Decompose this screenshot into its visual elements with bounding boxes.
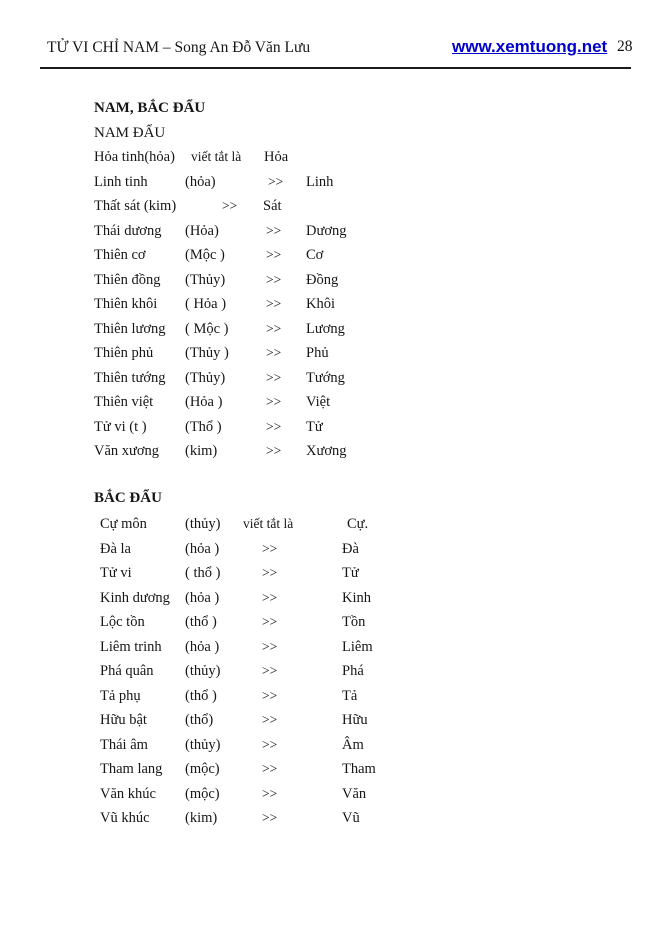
abbrev-marker: >> bbox=[262, 785, 278, 801]
star-row bbox=[0, 415, 669, 440]
abbrev-marker: >> bbox=[266, 369, 282, 385]
star-abbrev: Lương bbox=[306, 320, 345, 337]
star-abbrev: Phủ bbox=[306, 345, 329, 361]
star-row bbox=[0, 586, 669, 611]
abbrev-marker: viết tắt là bbox=[243, 516, 294, 531]
star-element: (Hỏa ) bbox=[185, 394, 223, 410]
star-name: Hỏa tinh(hỏa) bbox=[94, 149, 175, 165]
section-heading-bac-dau: BẮC ĐẨU bbox=[94, 490, 162, 506]
star-abbrev: Tả bbox=[342, 687, 358, 704]
star-name: Văn khúc bbox=[100, 785, 156, 802]
star-name: Linh tinh bbox=[94, 173, 148, 190]
website-link[interactable]: www.xemtuong.net bbox=[452, 37, 608, 56]
nam-dau-star-list bbox=[0, 145, 669, 475]
star-name: Thiên đồng bbox=[94, 271, 161, 288]
star-abbrev: Văn bbox=[342, 785, 367, 802]
star-name: Lộc tồn bbox=[100, 614, 145, 630]
subsection-heading-nam-dau: NAM ĐẨU bbox=[94, 125, 166, 141]
star-element: (Thủy ) bbox=[185, 345, 229, 361]
star-name: Kinh dương bbox=[100, 589, 170, 606]
abbrev-marker: >> bbox=[266, 247, 282, 262]
star-name: Thiên việt bbox=[94, 394, 154, 410]
star-row bbox=[0, 292, 669, 317]
star-abbrev: Xương bbox=[306, 443, 347, 459]
star-name: Hữu bật bbox=[100, 712, 147, 728]
abbrev-marker: >> bbox=[262, 736, 278, 752]
abbrev-marker: >> bbox=[262, 687, 278, 703]
star-name: Thiên lương bbox=[94, 320, 166, 337]
star-element: (thổ ) bbox=[185, 614, 217, 630]
star-element: ( Hỏa ) bbox=[185, 296, 227, 312]
star-name: Tử vi (t ) bbox=[94, 418, 147, 435]
star-name: Thái dương bbox=[94, 222, 162, 239]
star-row bbox=[0, 439, 669, 464]
abbrev-marker: >> bbox=[262, 638, 278, 654]
star-element: (thủy) bbox=[185, 736, 221, 753]
star-abbrev: Hỏa bbox=[264, 149, 289, 165]
star-abbrev: Phá bbox=[342, 663, 364, 679]
star-element: ( Mộc ) bbox=[185, 320, 229, 337]
star-row bbox=[0, 145, 669, 170]
star-abbrev: Tham bbox=[342, 761, 376, 777]
star-name: Thái âm bbox=[100, 736, 148, 753]
star-abbrev: Tồn bbox=[342, 614, 366, 630]
star-abbrev: Vũ bbox=[342, 810, 360, 826]
star-name: Cự môn bbox=[100, 516, 147, 532]
abbrev-marker: >> bbox=[266, 296, 282, 311]
star-row bbox=[0, 317, 669, 342]
star-abbrev: Đồng bbox=[306, 271, 339, 288]
abbrev-marker: >> bbox=[266, 345, 282, 360]
abbrev-marker: viết tắt là bbox=[191, 149, 242, 164]
star-abbrev: Việt bbox=[306, 394, 331, 410]
star-row bbox=[0, 757, 669, 782]
abbrev-marker: >> bbox=[266, 418, 282, 434]
star-row bbox=[0, 806, 669, 831]
star-abbrev: Cự. bbox=[347, 516, 369, 532]
star-row bbox=[0, 194, 669, 219]
star-abbrev: Hữu bbox=[342, 712, 368, 728]
abbrev-marker: >> bbox=[262, 614, 278, 629]
abbrev-marker: >> bbox=[262, 712, 278, 727]
star-element: (Thủy) bbox=[185, 271, 226, 288]
star-name: Phá quân bbox=[100, 663, 154, 679]
star-abbrev: Đà bbox=[342, 540, 359, 557]
star-element: (kim) bbox=[185, 443, 218, 459]
star-name: Đà la bbox=[100, 540, 131, 557]
star-row bbox=[0, 610, 669, 635]
abbrev-marker: >> bbox=[262, 663, 278, 678]
star-name: Thiên tướng bbox=[94, 369, 166, 386]
star-abbrev: Kinh bbox=[342, 589, 371, 606]
star-row bbox=[0, 341, 669, 366]
star-row bbox=[0, 782, 669, 807]
star-name: Tham lang bbox=[100, 761, 163, 777]
star-row bbox=[0, 537, 669, 562]
star-abbrev: Khôi bbox=[306, 296, 335, 312]
abbrev-marker: >> bbox=[262, 565, 278, 580]
abbrev-marker: >> bbox=[266, 443, 282, 458]
star-element: (Mộc ) bbox=[185, 247, 225, 263]
star-row bbox=[0, 243, 669, 268]
star-element: ( thổ ) bbox=[185, 565, 221, 581]
star-element: (hỏa) bbox=[185, 173, 216, 190]
star-row bbox=[0, 659, 669, 684]
star-element: (Hỏa) bbox=[185, 222, 219, 239]
star-element: (mộc) bbox=[185, 785, 220, 802]
abbrev-marker: >> bbox=[262, 761, 278, 776]
star-name: Tả phụ bbox=[100, 687, 141, 704]
star-abbrev: Liêm bbox=[342, 638, 373, 655]
star-row bbox=[0, 512, 669, 537]
star-abbrev: Sát bbox=[263, 198, 282, 214]
abbrev-marker: >> bbox=[266, 222, 282, 238]
star-element: (Thủy) bbox=[185, 369, 226, 386]
star-abbrev: Tử bbox=[306, 418, 323, 435]
star-element: (mộc) bbox=[185, 761, 220, 777]
star-element: (thủy) bbox=[185, 663, 221, 679]
star-element: (thổ ) bbox=[185, 687, 217, 704]
star-abbrev: Cơ bbox=[306, 247, 324, 263]
star-name: Thiên cơ bbox=[94, 247, 146, 263]
star-row bbox=[0, 733, 669, 758]
page-number: 28 bbox=[617, 38, 633, 55]
star-row bbox=[0, 708, 669, 733]
header-divider bbox=[40, 67, 631, 69]
star-abbrev: Tử bbox=[342, 565, 359, 581]
abbrev-marker: >> bbox=[262, 540, 278, 556]
star-name: Thiên khôi bbox=[94, 296, 158, 312]
star-name: Văn xương bbox=[94, 443, 160, 459]
star-row bbox=[0, 561, 669, 586]
section-heading-nam-bac-dau: NAM, BẮC ĐẨU bbox=[94, 100, 206, 116]
star-row bbox=[0, 219, 669, 244]
star-name: Vũ khúc bbox=[100, 810, 150, 826]
star-row bbox=[0, 684, 669, 709]
star-row bbox=[0, 170, 669, 195]
abbrev-marker: >> bbox=[266, 271, 282, 287]
star-name: Tử vi bbox=[100, 565, 132, 581]
star-element: (thổ) bbox=[185, 712, 214, 728]
star-name: Liêm trinh bbox=[100, 638, 162, 655]
star-row bbox=[0, 268, 669, 293]
abbrev-marker: >> bbox=[266, 394, 282, 409]
star-element: (hỏa ) bbox=[185, 589, 220, 606]
star-element: (kim) bbox=[185, 810, 218, 826]
abbrev-marker: >> bbox=[222, 198, 238, 213]
bac-dau-star-list bbox=[0, 512, 669, 842]
star-name: Thiên phủ bbox=[94, 345, 154, 361]
star-element: (thủy) bbox=[185, 516, 221, 532]
abbrev-marker: >> bbox=[262, 589, 278, 605]
star-abbrev: Âm bbox=[342, 736, 364, 753]
star-row bbox=[0, 390, 669, 415]
star-abbrev: Linh bbox=[306, 173, 334, 190]
abbrev-marker: >> bbox=[268, 173, 284, 189]
star-row bbox=[0, 366, 669, 391]
abbrev-marker: >> bbox=[262, 810, 278, 825]
star-row bbox=[0, 635, 669, 660]
document-title: TỬ VI CHỈ NAM – Song An Đỗ Văn Lưu bbox=[47, 39, 311, 56]
star-element: (Thổ ) bbox=[185, 418, 222, 435]
star-abbrev: Dương bbox=[306, 222, 347, 239]
star-abbrev: Tướng bbox=[306, 369, 345, 386]
star-element: (hỏa ) bbox=[185, 638, 220, 655]
abbrev-marker: >> bbox=[266, 320, 282, 336]
star-element: (hỏa ) bbox=[185, 540, 220, 557]
star-name: Thất sát (kim) bbox=[94, 198, 177, 214]
